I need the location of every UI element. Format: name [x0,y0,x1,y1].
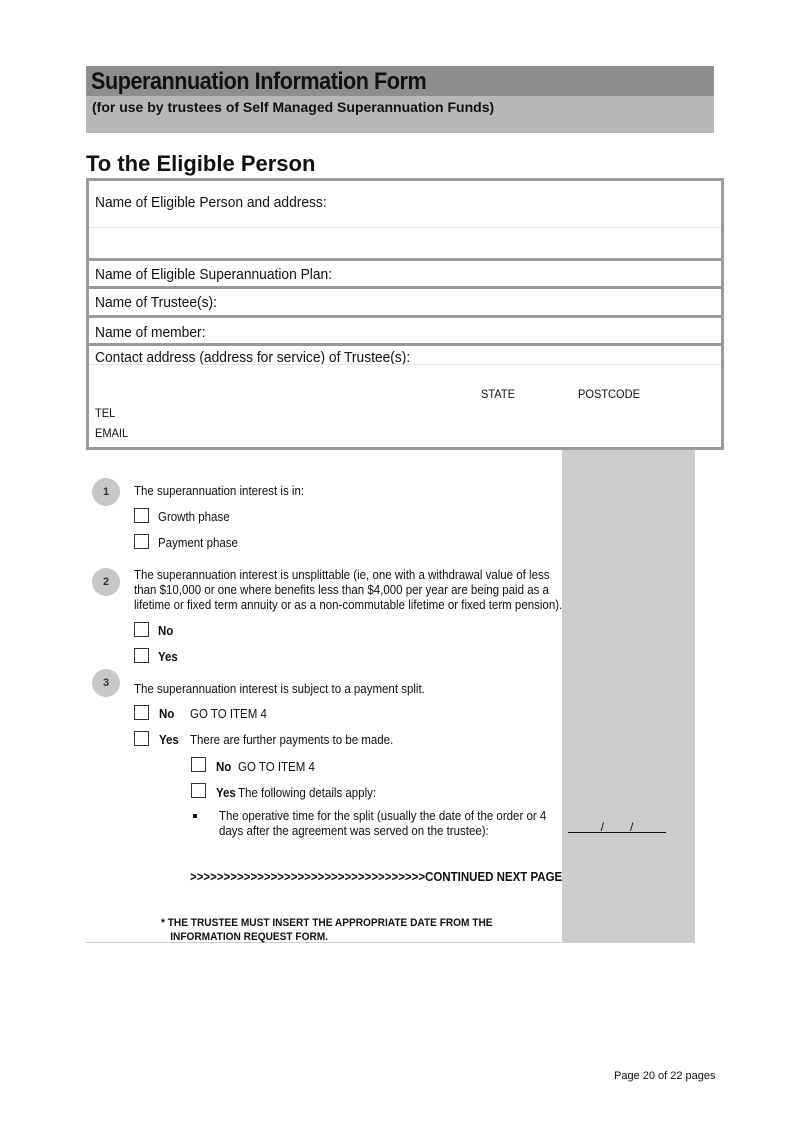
payment-split-no-checkbox[interactable] [134,705,149,720]
payment-phase-label: Payment phase [158,536,238,550]
item-2-question-line: lifetime or fixed term annuity or as a non-commutable lifetime or fixed term pension). [134,598,563,612]
payment-split-yes-checkbox[interactable] [134,731,149,746]
office-use-column [562,450,695,943]
further-payments-no-checkbox[interactable] [191,757,206,772]
trustee-footnote [161,916,493,944]
further-payments-yes-checkbox[interactable] [191,783,206,798]
further-payments-no-label: No [216,760,232,774]
date-separator: / [600,820,604,834]
payment-split-no-label: No [159,707,175,721]
item-2-question-line: The superannuation interest is unsplittable (ie, one with a withdrawal value of less [134,568,550,582]
footnote-line: * THE TRUSTEE MUST INSERT THE APPROPRIATE DATE FROM THE [161,917,493,929]
item-3-question: The superannuation interest is subject to a payment split. [134,682,425,696]
payment-split-yes-note: There are further payments to be made. [190,733,394,747]
email-label: EMAIL [95,426,129,440]
unsplittable-yes-checkbox[interactable] [134,648,149,663]
growth-phase-checkbox[interactable] [134,508,149,523]
bullet-icon [193,814,197,818]
form-subtitle: (for use by trustees of Self Managed Superannuation Funds) [92,99,495,115]
section-heading: To the Eligible Person [86,151,316,176]
trustees-label: Name of Trustee(s): [95,294,217,311]
growth-phase-label: Growth phase [158,510,230,524]
tel-label: TEL [95,406,116,420]
item-number-1: 1 [92,478,120,506]
divider [89,364,721,365]
payment-split-yes-label: Yes [159,733,179,747]
further-payments-yes-label: Yes [216,786,236,800]
payment-split-no-note: GO TO ITEM 4 [190,707,267,721]
item-number-3: 3 [92,669,120,697]
contact-row[interactable] [89,343,721,447]
item-2-question [134,568,562,613]
operative-time-text [219,809,546,839]
item-number-2: 2 [92,568,120,596]
operative-time-line: days after the agreement was served on the trustee): [219,824,489,838]
member-row[interactable] [89,315,721,343]
further-payments-yes-note: The following details apply: [238,786,377,800]
divider [89,227,721,228]
further-payments-no-note: GO TO ITEM 4 [238,760,315,774]
item-1-question: The superannuation interest is in: [134,484,305,498]
unsplittable-yes-label: Yes [158,650,178,664]
page-number: Page 20 of 22 pages [614,1070,716,1082]
date-separator: / [630,820,634,834]
plan-label: Name of Eligible Superannuation Plan: [95,266,333,283]
form-header-banner [86,66,714,133]
footnote-line: INFORMATION REQUEST FORM. [170,931,328,943]
unsplittable-no-checkbox[interactable] [134,622,149,637]
postcode-label: POSTCODE [578,387,640,401]
state-label: STATE [481,387,515,401]
item-2-question-line: than $10,000 or one where benefits less than $4,000 per year are being paid as a [134,583,549,597]
unsplittable-no-label: No [158,624,174,638]
plan-row[interactable] [89,258,721,286]
operative-time-line: The operative time for the split (usually the date of the order or 4 [219,809,547,823]
eligible-person-details-box [86,178,724,450]
trustees-row[interactable] [89,286,721,315]
operative-date-field[interactable] [568,820,666,833]
form-title: Superannuation Information Form [91,68,427,95]
eligible-person-label: Name of Eligible Person and address: [95,194,327,211]
payment-phase-checkbox[interactable] [134,534,149,549]
contact-label: Contact address (address for service) of Trustee(s): [95,349,411,366]
continued-next-page: >>>>>>>>>>>>>>>>>>>>>>>>>>>>>>>>>>>CONTINUED NEXT PAGE [190,870,563,884]
member-label: Name of member: [95,324,206,341]
